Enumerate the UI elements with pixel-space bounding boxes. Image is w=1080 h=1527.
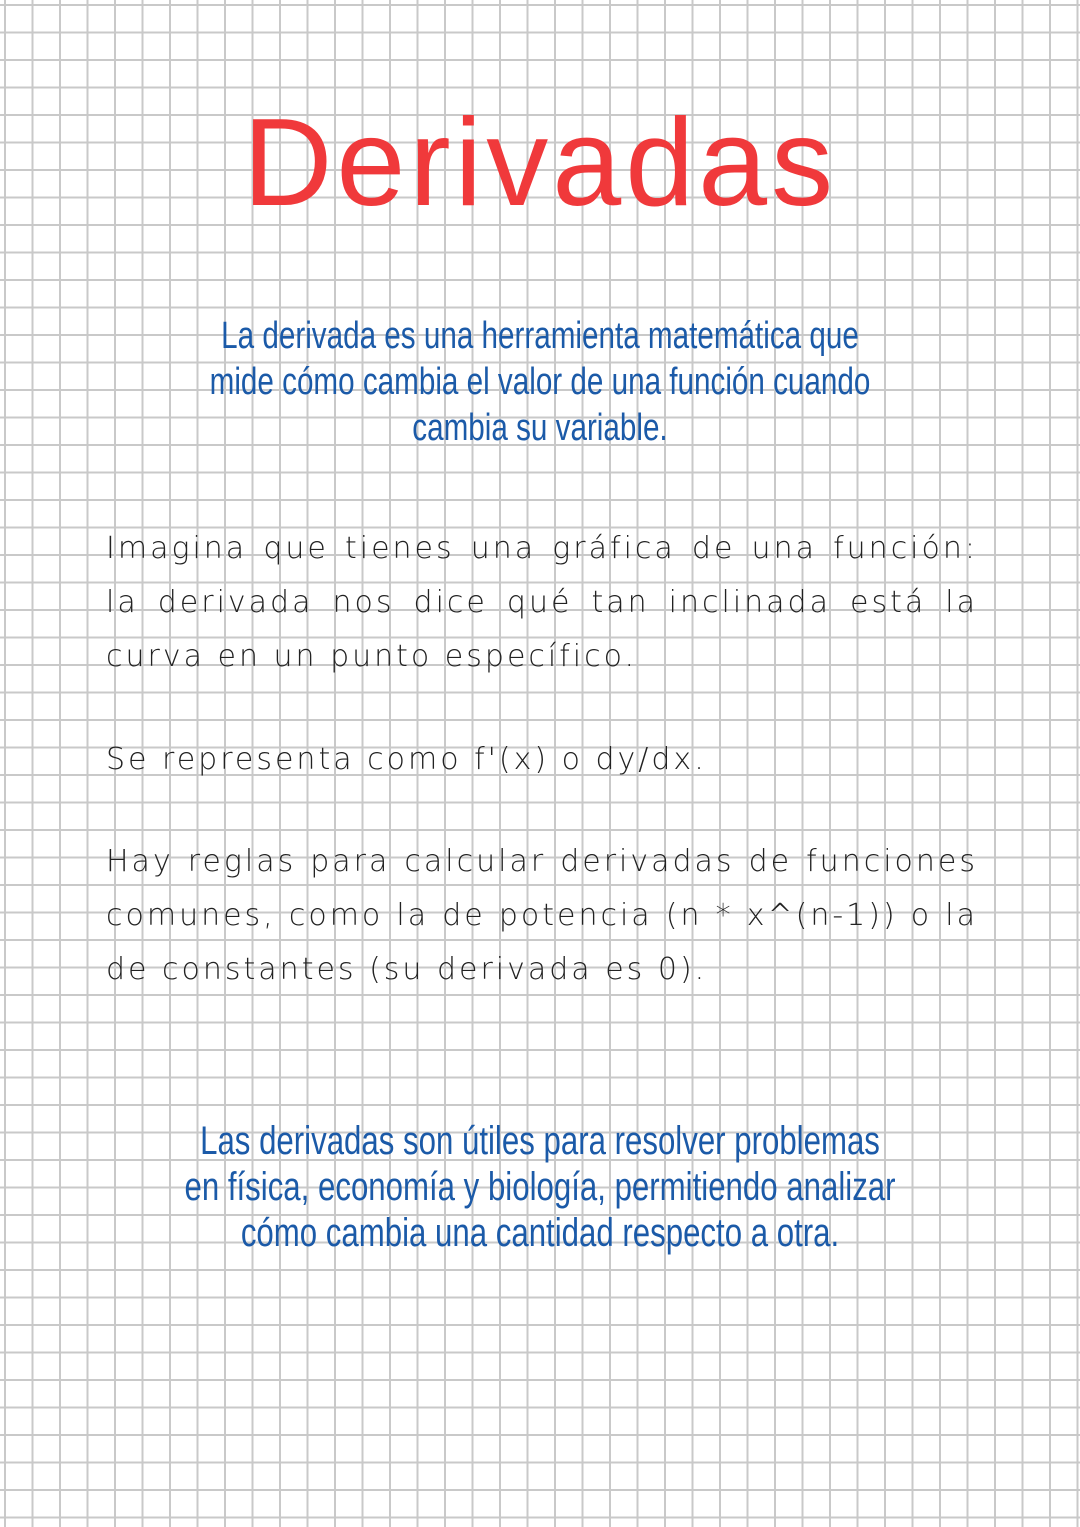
notation-paragraph: Se representa como f'(x) o dy/dx. (106, 742, 707, 777)
definition-text: La derivada es una herramienta matemática que mide cómo cambia el valor de una función cuando cambia su variable. (209, 315, 871, 449)
page-title: Derivadas (242, 94, 838, 232)
explanation-paragraph: Imagina que tienes una gráfica de una función: la derivada nos dice qué tan inclinada está la curva en un punto específico. (106, 531, 978, 674)
applications-text: Las derivadas son útiles para resolver problemas en física, economía y biología, permitiendo analizar cómo cambia una cantidad respecto a otra. (184, 1119, 896, 1255)
rules-paragraph: Hay reglas para calcular derivadas de funciones comunes, como la de potencia (n * x^(n-1)) o la de constantes (su derivada es 0). (106, 844, 978, 987)
